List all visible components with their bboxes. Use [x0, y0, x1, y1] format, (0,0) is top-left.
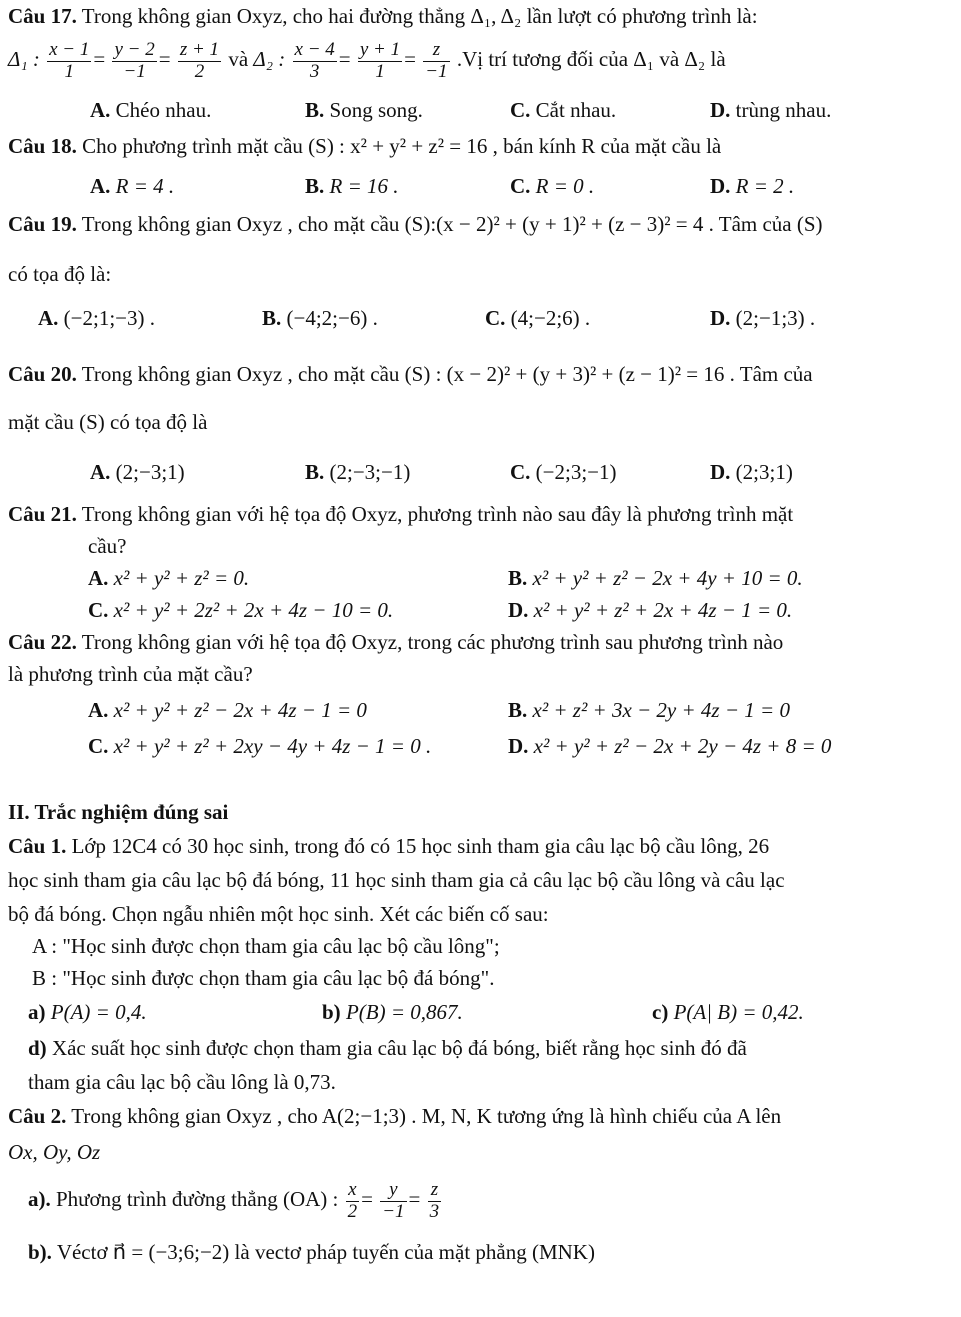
q19-text: Trong không gian Oxyz , cho mặt cầu (S):(x − 2)² + (y + 1)² + (z − 3)² = 4 . Tâm của (S) — [81, 212, 823, 236]
tf1-label: Câu 1. — [8, 834, 67, 858]
q20-stem-2: mặt cầu (S) có tọa độ là — [8, 410, 208, 434]
tf1-statement-c[interactable]: c) P(A| B) = 0,42. — [652, 1000, 804, 1024]
q18-label: Câu 18. — [8, 134, 77, 158]
q20-option-a[interactable]: A. (2;−3;1) — [90, 460, 185, 484]
q21-option-a[interactable]: A. x² + y² + z² = 0. — [88, 566, 250, 590]
q21-label: Câu 21. — [8, 502, 77, 526]
tf1-line3: bộ đá bóng. Chọn ngẫu nhiên một học sinh. Xét các biến cố sau: — [8, 902, 549, 926]
tf1-statement-a[interactable]: a) P(A) = 0,4. — [28, 1000, 147, 1024]
q21-stem — [8, 502, 961, 526]
q20-option-b[interactable]: B. (2;−3;−1) — [305, 460, 411, 484]
q17-tail: .Vị trí tương đối của Δ₁ và Δ₂ là — [456, 47, 726, 72]
q17-stem — [8, 4, 961, 28]
q17-d2-name: Δ₂ : — [253, 47, 286, 72]
q19-option-a[interactable]: A. (−2;1;−3) . — [38, 306, 156, 330]
tf1-stem — [8, 834, 961, 858]
q20-option-d[interactable]: D. (2;3;1) — [710, 460, 793, 484]
q19-stem-2: có tọa độ là: — [8, 262, 112, 286]
q19-option-d[interactable]: D. (2;−1;3) . — [710, 306, 816, 330]
q19-option-b[interactable]: B. (−4;2;−6) . — [262, 306, 378, 330]
tf1-line1: Lớp 12C4 có 30 học sinh, trong đó có 15 học sinh tham gia câu lạc bộ cầu lông, 26 — [71, 834, 770, 858]
q21-option-d[interactable]: D. x² + y² + z² + 2x + 4z − 1 = 0. — [508, 598, 793, 622]
q20-option-c[interactable]: C. (−2;3;−1) — [510, 460, 617, 484]
q19-label: Câu 19. — [8, 212, 77, 236]
tf2-line2: Ox, Oy, Oz — [8, 1140, 101, 1164]
q18-stem — [8, 134, 961, 158]
q22-option-a[interactable]: A. x² + y² + z² − 2x + 4z − 1 = 0 — [88, 698, 367, 722]
q20-text: Trong không gian Oxyz , cho mặt cầu (S) : (x − 2)² + (y + 3)² + (z − 1)² = 16 . Tâm của — [81, 362, 813, 386]
q17-equations: Δ₁ : $\frac{x - 1}{1}$ = $\frac{y - 2}{-1}$ = $\frac{z + 1}{2}$ và Δ₂ : $\frac{x - 4}{3}$ = $\frac{y + 1}{1}$ = $\frac{z}{-1}$ .Vị trí tương đối của Δ₁ và Δ₂ là — [8, 39, 726, 82]
q18-option-c[interactable]: C. R = 0 . — [510, 174, 595, 198]
tf2-a-frac3: $\frac{z}{3}$ — [429, 1179, 440, 1222]
tf1-statement-d-cont: tham gia câu lạc bộ cầu lông là 0,73. — [28, 1070, 336, 1094]
q17-d1-name: Δ₁ : — [8, 47, 40, 72]
q21-stem-2: cầu? — [88, 534, 127, 558]
q22-option-d[interactable]: D. x² + y² + z² − 2x + 2y − 4z + 8 = 0 — [508, 734, 832, 758]
q19-option-c[interactable]: C. (4;−2;6) . — [485, 306, 591, 330]
q17-option-d[interactable]: D. trùng nhau. — [710, 98, 832, 122]
tf2-a-frac2: $\frac{y}{-1}$ — [382, 1179, 405, 1222]
section-title: II. Trắc nghiệm đúng sai — [8, 800, 229, 824]
q17-d1-frac3: $\frac{z + 1}{2}$ — [179, 39, 220, 82]
tf1-event-b: B : "Học sinh được chọn tham gia câu lạc bộ đá bóng". — [32, 966, 495, 990]
q19-stem — [8, 212, 961, 236]
tf2-statement-a[interactable]: a). Phương trình đường thẳng (OA) : $\frac{x}{2}$ = $\frac{y}{-1}$ = $\frac{z}{3}$ — [28, 1179, 440, 1222]
tf2-label: Câu 2. — [8, 1104, 67, 1128]
q17-d2-frac2: $\frac{y + 1}{1}$ — [359, 39, 401, 82]
tf2-statement-b[interactable]: b). Véctơ n⃗ = (−3;6;−2) là vectơ pháp tuyến của mặt phẳng (MNK) — [28, 1240, 595, 1264]
q17-text: Trong không gian Oxyz, cho hai đường thẳng Δ₁, Δ₂ lần lượt có phương trình là: — [81, 4, 758, 28]
q17-d1-frac1: $\frac{x - 1}{1}$ — [49, 39, 90, 82]
q18-option-b[interactable]: B. R = 16 . — [305, 174, 399, 198]
q17-d1-frac2: $\frac{y - 2}{-1}$ — [114, 39, 155, 82]
q17-option-c[interactable]: C. Cắt nhau. — [510, 98, 617, 122]
tf2-line1: Trong không gian Oxyz , cho A(2;−1;3) . M, N, K tương ứng là hình chiếu của A lên — [71, 1104, 782, 1128]
q20-stem — [8, 362, 961, 386]
q20-label: Câu 20. — [8, 362, 77, 386]
q22-option-c[interactable]: C. x² + y² + z² + 2xy − 4y + 4z − 1 = 0 . — [88, 734, 432, 758]
q22-text: Trong không gian với hệ tọa độ Oxyz, trong các phương trình sau phương trình nào — [81, 630, 784, 654]
q17-option-a[interactable]: A. Chéo nhau. — [90, 98, 212, 122]
q21-option-c[interactable]: C. x² + y² + 2z² + 2x + 4z − 10 = 0. — [88, 598, 394, 622]
q22-label: Câu 22. — [8, 630, 77, 654]
q17-d2-frac1: $\frac{x - 4}{3}$ — [294, 39, 335, 82]
q17-option-b[interactable]: B. Song song. — [305, 98, 423, 122]
tf2-stem — [8, 1104, 961, 1128]
q22-stem — [8, 630, 961, 654]
q22-stem-2: là phương trình của mặt cầu? — [8, 662, 253, 686]
q18-option-a[interactable]: A. R = 4 . — [90, 174, 175, 198]
q17-d2-frac3: $\frac{z}{-1}$ — [425, 39, 448, 82]
tf1-line2: học sinh tham gia câu lạc bộ đá bóng, 11 học sinh tham gia cả câu lạc bộ cầu lông và câu lạc — [8, 868, 785, 892]
tf1-statement-b[interactable]: b) P(B) = 0,867. — [322, 1000, 463, 1024]
tf2-a-frac1: $\frac{x}{2}$ — [347, 1179, 358, 1222]
q17-label: Câu 17. — [8, 4, 77, 28]
q21-text: Trong không gian với hệ tọa độ Oxyz, phương trình nào sau đây là phương trình mặt — [81, 502, 794, 526]
q18-option-d[interactable]: D. R = 2 . — [710, 174, 795, 198]
q22-option-b[interactable]: B. x² + z² + 3x − 2y + 4z − 1 = 0 — [508, 698, 790, 722]
q18-text: Cho phương trình mặt cầu (S) : x² + y² + z² = 16 , bán kính R của mặt cầu là — [82, 134, 722, 158]
tf1-statement-d[interactable]: d) Xác suất học sinh được chọn tham gia câu lạc bộ đá bóng, biết rằng học sinh đó đã — [28, 1036, 747, 1060]
tf1-event-a: A : "Học sinh được chọn tham gia câu lạc bộ cầu lông"; — [32, 934, 500, 958]
q17-and: và — [228, 47, 249, 72]
q21-option-b[interactable]: B. x² + y² + z² − 2x + 4y + 10 = 0. — [508, 566, 803, 590]
